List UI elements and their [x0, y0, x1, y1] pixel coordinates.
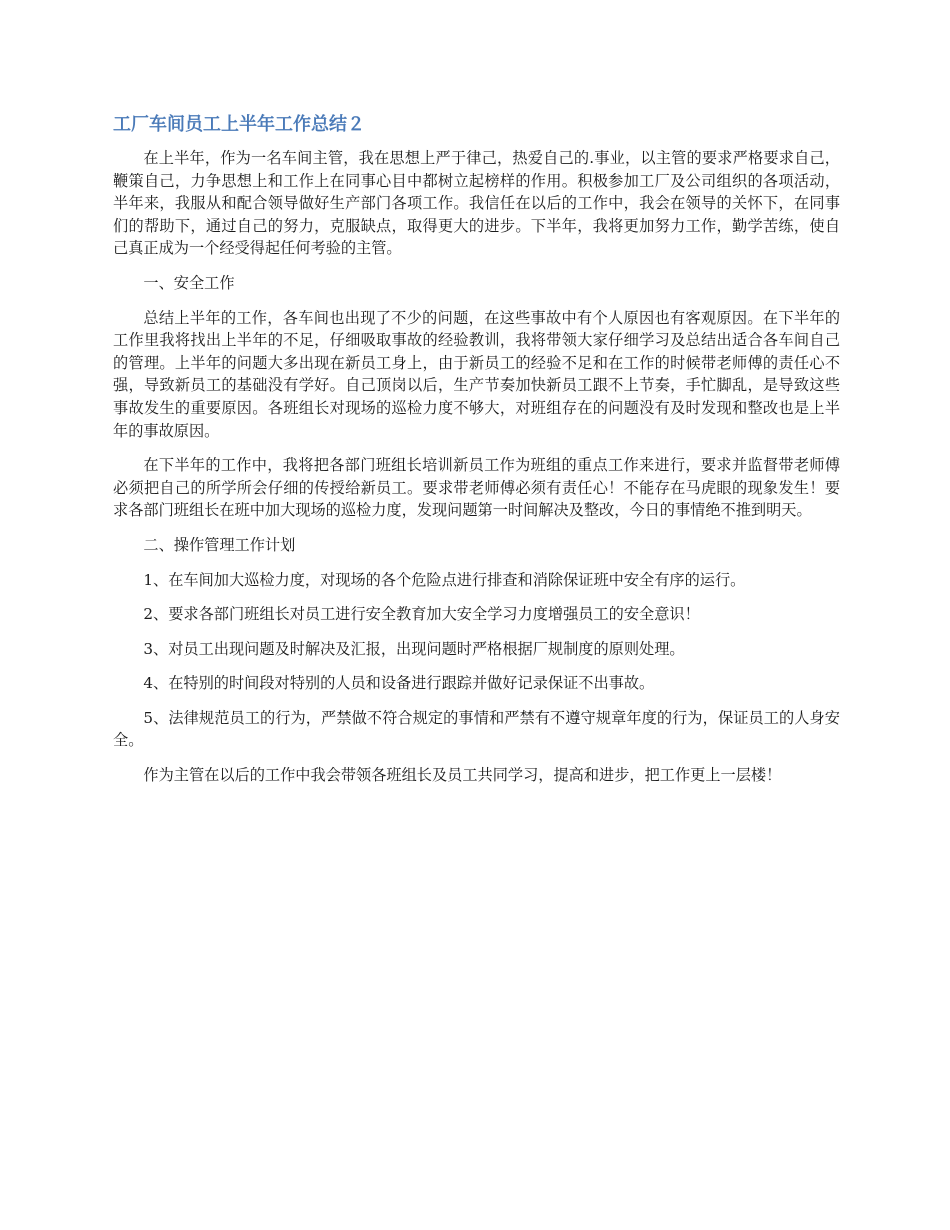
- safety-summary-paragraph: 总结上半年的工作，各车间也出现了不少的问题，在这些事故中有个人原因也有客观原因。在下半年的工作里我将找出上半年的不足，仔细吸取事故的经验教训，我将带领大家仔细学习及总结出适合各车间自己的管理。上半年的问题大多出现在新员工身上，由于新员工的经验不足和在工作的时候带老师傅的责任心不强，导致新员工的基础没有学好。自己顶岗以后，生产节奏加快新员工跟不上节奏，手忙脚乱，是导致这些事故发生的重要原因。各班组长对现场的巡检力度不够大，对班组存在的问题没有及时发现和整改也是上半年的事故原因。: [113, 308, 840, 440]
- document-title: 工厂车间员工上半年工作总结２: [113, 114, 365, 135]
- intro-paragraph: 在上半年，作为一名车间主管，我在思想上严于律己，热爱自己的.事业，以主管的要求严格要求自己，鞭策自己，力争思想上和工作上在同事心目中都树立起榜样的作用。积极参加工厂及公司组织的各项活动，半年来，我服从和配合领导做好生产部门各项工作。我信任在以后的工作中，我会在领导的关怀下，在同事们的帮助下，通过自己的努力，克服缺点，取得更大的进步。下半年，我将更加努力工作，勤学苦练，使自己真正成为一个经受得起任何考验的主管。: [113, 149, 840, 258]
- section-heading-safety: 一、安全工作: [143, 273, 235, 292]
- list-item-1: 1、在车间加大巡检力度，对现场的各个危险点进行排查和消除保证班中安全有序的运行。: [143, 570, 746, 589]
- list-item-5: 5、法律规范员工的行为，严禁做不符合规定的事情和严禁有不遵守规章年度的行为，保证员工的人身安全。: [113, 708, 840, 750]
- closing-paragraph: 作为主管在以后的工作中我会带领各班组长及员工共同学习，提高和进步，把工作更上一层楼！: [143, 766, 782, 785]
- document-page: [113, 112, 840, 799]
- list-item-2: 2、要求各部门班组长对员工进行安全教育加大安全学习力度增强员工的安全意识！: [143, 605, 700, 624]
- list-item-4: 4、在特别的时间段对特别的人员和设备进行跟踪并做好记录保证不出事故。: [143, 674, 655, 693]
- list-item-3: 3、对员工出现问题及时解决及汇报，出现问题时严格根据厂规制度的原则处理。: [143, 639, 685, 658]
- safety-plan-paragraph: 在下半年的工作中，我将把各部门班组长培训新员工作为班组的重点工作来进行，要求并监督带老师傅必须把自己的所学所会仔细的传授给新员工。要求带老师傅必须有责任心！不能存在马虎眼的现象发生！要求各部门班组长在班中加大现场的巡检力度，发现问题第一时间解决及整改，今日的事情绝不推到明天。: [113, 456, 840, 520]
- section-heading-operations: 二、操作管理工作计划: [143, 535, 296, 554]
